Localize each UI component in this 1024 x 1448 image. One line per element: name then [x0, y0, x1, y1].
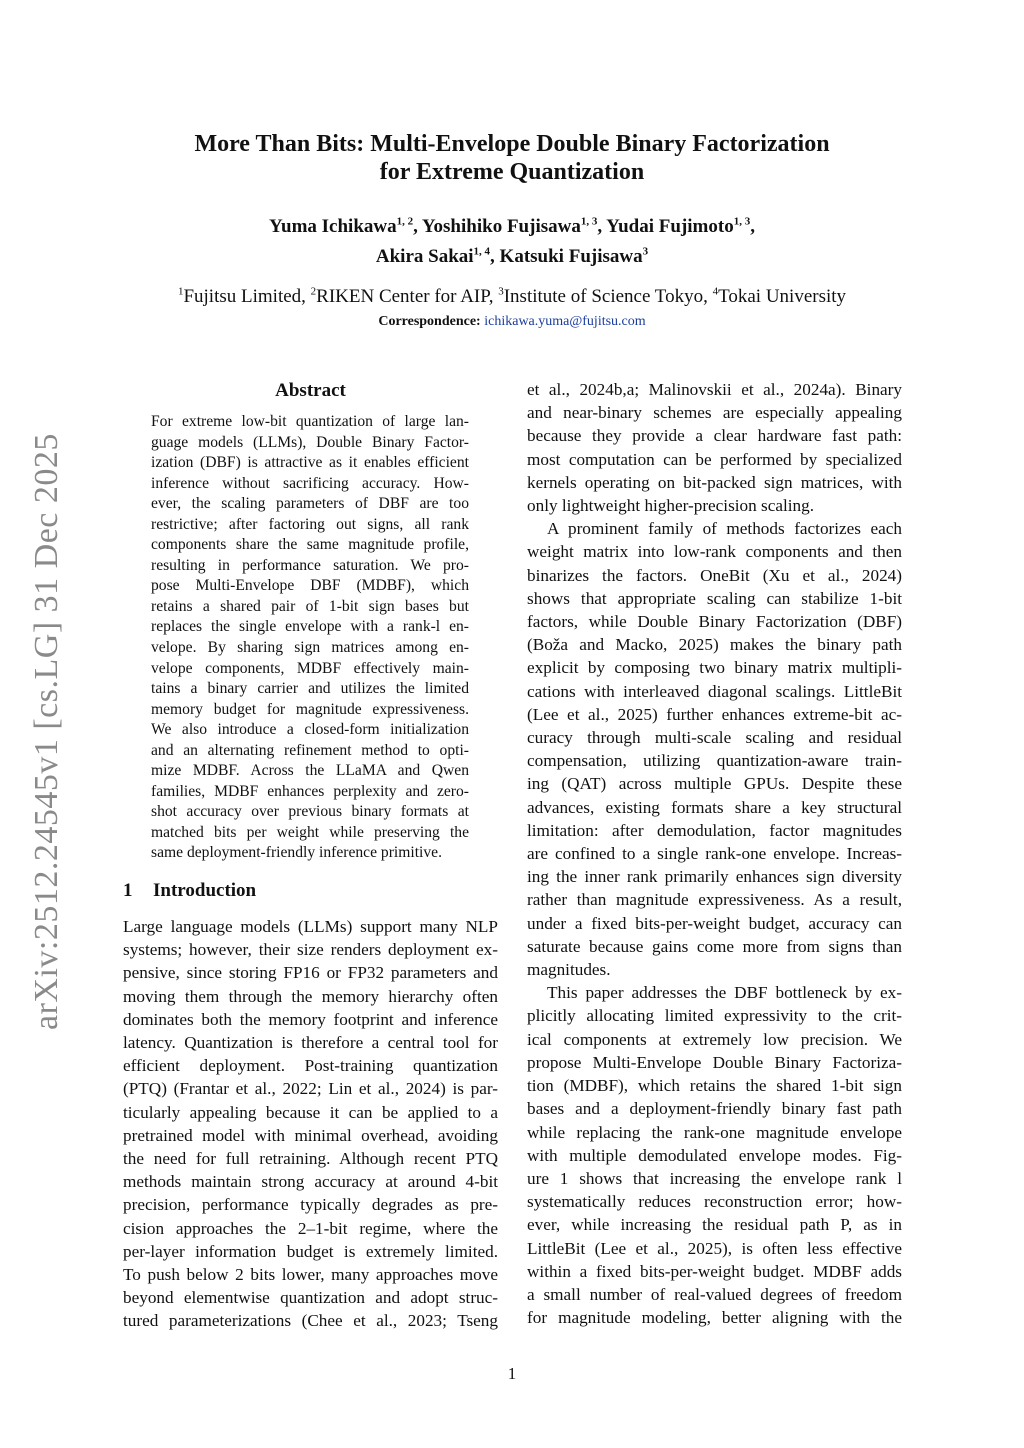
affil-name: RIKEN Center for AIP,: [316, 286, 499, 307]
author-sep: ,: [490, 246, 500, 267]
text-line: efficient deployment. Post-training quantization: [123, 1056, 498, 1076]
title-line: for Extreme Quantization: [379, 159, 645, 185]
text-line: saturate because gains come more from signs than: [527, 936, 902, 956]
text-line: beyond elementwise quantization and adopt struc-: [123, 1288, 498, 1308]
text-line: shows that appropriate scaling can stabilize 1-bit: [527, 588, 902, 608]
text-line: with multiple demodulated envelope modes. Fig-: [527, 1145, 902, 1165]
text-line: for magnitude modeling, better aligning with the: [527, 1308, 902, 1328]
author-name: Yuma Ichikawa: [269, 216, 397, 237]
text-line: Large language models (LLMs) support many NLP: [123, 917, 498, 936]
text-line: pretrained model with minimal overhead, avoiding: [123, 1125, 498, 1145]
text-line: only lightweight higher-precision scaling.: [527, 496, 815, 516]
text-line: restrictive; after factoring out signs, all rank: [151, 515, 469, 533]
affil-name: Tokai University: [718, 286, 847, 307]
author-name: Katsuki Fujisawa: [499, 246, 643, 267]
text-line: methods maintain strong accuracy at around 4-bit: [123, 1172, 498, 1192]
text-line: et al., 2024b,a; Malinovskii et al., 2024a). Binary: [527, 380, 902, 399]
text-line: To push below 2 bits lower, many approaches move: [123, 1265, 498, 1285]
abstract-heading: Abstract: [275, 380, 346, 401]
title-line: More Than Bits: Multi-Envelope Double Binary Factorization: [194, 131, 830, 157]
abstract-body: [151, 412, 469, 864]
text-line: systems; however, their size renders deployment ex-: [123, 940, 498, 960]
correspondence-label: Correspondence:: [378, 314, 481, 329]
text-line: tion (MDBF), which retains the shared 1-bit sign: [527, 1076, 902, 1096]
text-line: and an alternating refinement method to opti-: [151, 741, 469, 759]
text-line: binarizes the factors. OneBit (Xu et al., 2024): [527, 565, 902, 585]
text-line: latency. Quantization is therefore a central tool for: [123, 1033, 498, 1053]
text-line: rather than magnitude expressiveness. As a result,: [527, 890, 902, 910]
text-line: replaces the single envelope with a rank-l en-: [151, 618, 469, 636]
author-affil-sup: 3: [642, 245, 649, 258]
text-line: the need for full retraining. Although recent PTQ: [123, 1149, 498, 1169]
affil-sup: 2: [310, 285, 317, 298]
section-heading: [123, 880, 256, 902]
text-line: explicit by composing two binary matrix multipli-: [527, 658, 902, 678]
author-sep: ,: [413, 216, 422, 237]
text-line: This paper addresses the DBF bottleneck by ex-: [547, 983, 902, 1003]
text-line: ing (QAT) across multiple GPUs. Despite these: [527, 774, 902, 794]
text-line: A prominent family of methods factorizes each: [547, 519, 902, 539]
text-line: (Boža and Macko, 2025) makes the binary path: [527, 635, 902, 655]
text-line: cision approaches the 2–1-bit regime, where the: [123, 1218, 498, 1238]
text-line: inference without sacrificing accuracy. How-: [151, 474, 469, 492]
author-line: [110, 212, 914, 242]
text-line: shot accuracy over previous binary formats at: [151, 803, 469, 821]
text-line: ure 1 shows that increasing the envelope rank l: [527, 1168, 902, 1188]
text-line: same deployment-friendly inference primitive.: [151, 844, 442, 862]
affil-name: Fujitsu Limited,: [183, 286, 311, 307]
text-line: limitation: after demodulation, factor magnitudes: [527, 820, 902, 840]
author-name: Yoshihiko Fujisawa: [421, 216, 581, 237]
author-affil-sup: 1, 4: [473, 245, 491, 258]
text-line: pose Multi-Envelope DBF (MDBF), which: [151, 577, 469, 595]
text-line: families, MDBF enhances perplexity and zero-: [151, 782, 469, 800]
author-name: Yudai Fujimoto: [606, 216, 734, 237]
text-line: compensation, utilizing quantization-aware train-: [527, 751, 902, 771]
text-line: pensive, since storing FP16 or FP32 parameters and: [123, 963, 498, 983]
text-line: ing the inner rank primarily enhances sign diversity: [527, 867, 902, 887]
text-line: tains a binary carrier and utilizes the limited: [151, 680, 469, 698]
text-line: most computation can be performed by specialized: [527, 449, 902, 469]
affil-name: Institute of Science Tokyo,: [503, 286, 713, 307]
text-line: ticularly appealing because it can be applied to a: [123, 1102, 498, 1122]
text-line: matched bits per weight while preserving the: [151, 823, 469, 841]
author-line: [110, 242, 914, 272]
text-line: are confined to a single rank-one envelope. Increas-: [527, 844, 902, 864]
text-line: (PTQ) (Frantar et al., 2022; Lin et al., 2024) is par-: [123, 1079, 498, 1099]
text-line: factors, while Double Binary Factorization (DBF): [527, 612, 902, 632]
text-line: ever, the scaling parameters of DBF are too: [151, 495, 469, 513]
text-line: plicitly allocating limited expressivity to the crit-: [527, 1006, 902, 1026]
text-line: moving them through the memory hierarchy often: [123, 986, 498, 1006]
section-number: 1: [123, 880, 133, 901]
right-column-text: [527, 378, 902, 1329]
author-list: [110, 212, 914, 272]
correspondence: [110, 314, 914, 330]
text-line: because they provide a clear hardware fast path:: [527, 426, 902, 446]
text-line: magnitudes.: [527, 960, 611, 980]
left-column-text: [123, 915, 498, 1333]
text-line: and near-binary schemes are especially appealing: [527, 403, 902, 423]
text-line: (Lee et al., 2025) further enhances extreme-bit ac-: [527, 704, 902, 724]
text-line: We also introduce a closed-form initialization: [151, 721, 469, 739]
text-line: mize MDBF. Across the LLaMA and Qwen: [151, 762, 469, 780]
text-line: within a fixed bits-per-weight budget. MDBF adds: [527, 1261, 902, 1281]
text-line: ical components at extremely low precision. We: [527, 1029, 902, 1049]
author-affil-sup: 1, 3: [733, 215, 751, 228]
text-line: propose Multi-Envelope Double Binary Factoriza-: [527, 1052, 902, 1072]
text-line: velope. By sharing sign matrices among en-: [151, 639, 469, 657]
text-line: For extreme low-bit quantization of large lan-: [151, 413, 469, 430]
text-line: LittleBit (Lee et al., 2025), is often less effective: [527, 1238, 902, 1258]
text-line: memory budget for magnitude expressiveness.: [151, 700, 469, 718]
affil-sup: 1: [177, 285, 184, 298]
text-line: resulting in performance saturation. We pro-: [151, 556, 469, 574]
text-line: retains a shared pair of 1-bit sign bases but: [151, 597, 469, 615]
author-sep: ,: [597, 216, 607, 237]
text-line: cations with interleaved diagonal scalings. LittleBit: [527, 681, 902, 701]
section-title: Introduction: [153, 880, 257, 901]
affil-sup: 4: [712, 285, 719, 298]
text-line: under a fixed bits-per-weight budget, accuracy can: [527, 913, 902, 933]
text-line: systematically reduces reconstruction error; how-: [527, 1192, 902, 1212]
text-line: guage models (LLMs), Double Binary Factor-: [151, 433, 469, 451]
arxiv-stamp: arXiv:2512.24545v1 [cs.LG] 31 Dec 2025: [28, 433, 65, 1030]
text-line: ization (DBF) is attractive as it enables efficient: [151, 454, 469, 472]
page-number: 1: [507, 1364, 517, 1383]
text-line: advances, existing formats share a key structural: [527, 797, 902, 817]
text-line: velope components, MDBF effectively main-: [151, 659, 469, 677]
text-line: a small number of real-valued degrees of freedom: [527, 1284, 902, 1304]
author-name: Akira Sakai: [375, 246, 474, 267]
author-affil-sup: 1, 3: [580, 215, 598, 228]
text-line: components share the same magnitude profile,: [151, 536, 469, 554]
text-line: precision, performance typically degrades as pre-: [123, 1195, 498, 1215]
author-sep: ,: [750, 216, 755, 237]
text-line: while replacing the rank-one magnitude envelope: [527, 1122, 902, 1142]
affiliations: [110, 286, 914, 308]
text-line: ever, while increasing the residual path P, as in: [527, 1215, 902, 1235]
author-affil-sup: 1, 2: [396, 215, 414, 228]
text-line: per-layer information budget is extremely limited.: [123, 1241, 498, 1261]
text-line: dominates both the memory footprint and inference: [123, 1009, 498, 1029]
text-line: bases and a deployment-friendly binary fast path: [527, 1099, 902, 1119]
text-line: weight matrix into low-rank components and then: [527, 542, 902, 562]
text-line: curacy through multi-scale scaling and residual: [527, 728, 902, 748]
affil-sup: 3: [498, 285, 504, 298]
paper-title: [110, 130, 914, 186]
text-line: kernels operating on bit-packed sign matrices, with: [527, 472, 902, 492]
correspondence-email-link[interactable]: ichikawa.yuma@fujitsu.com: [484, 314, 646, 329]
text-line: tured parameterizations (Chee et al., 2023; Tseng: [123, 1311, 498, 1331]
